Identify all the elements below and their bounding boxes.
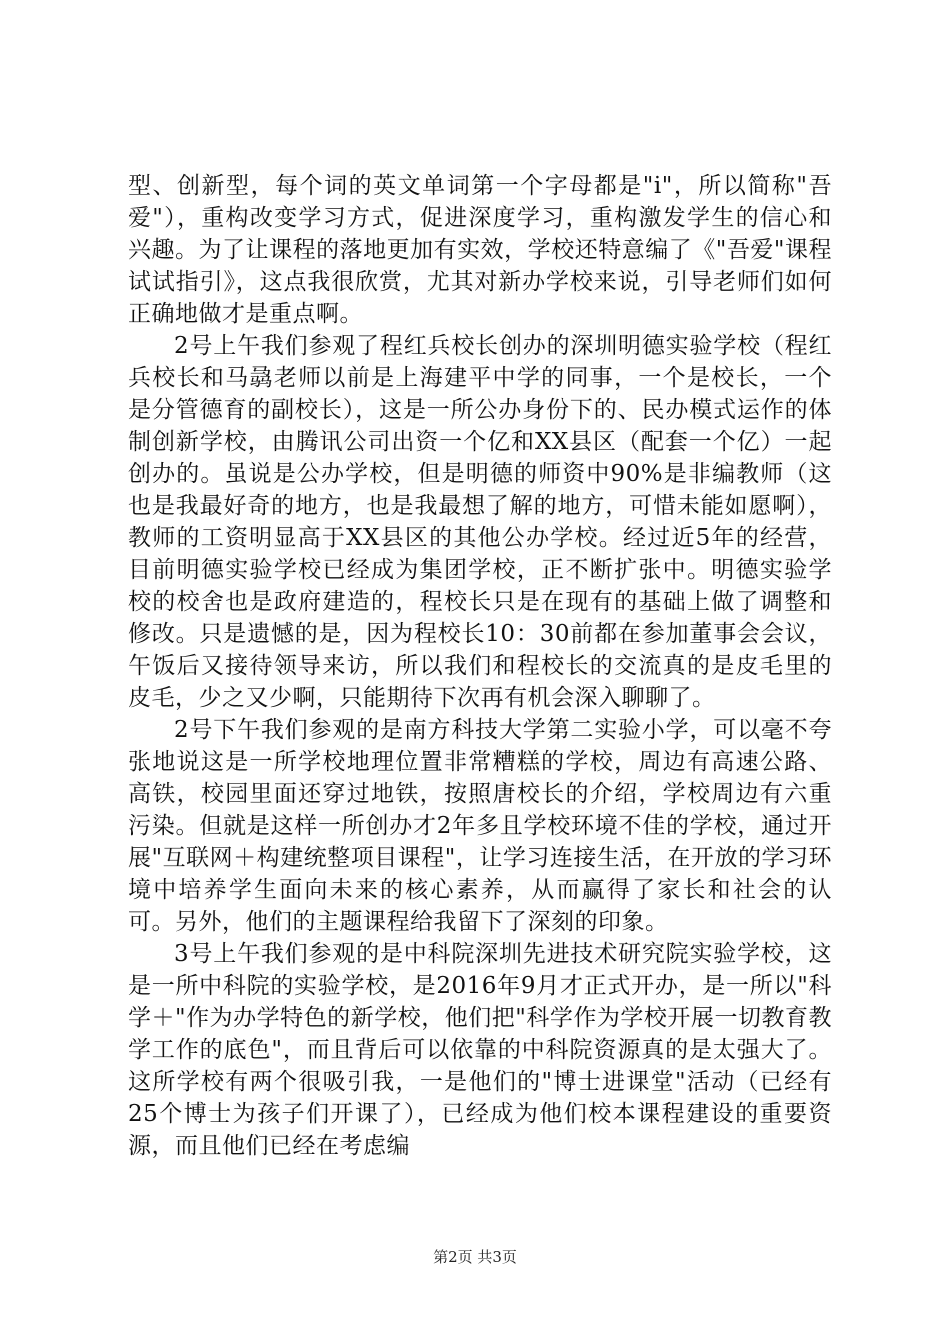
paragraph-cas-school: 3号上午我们参观的是中科院深圳先进技术研究院实验学校，这是一所中科院的实验学校，是2016年9月才正式开办，是一所以"科学＋"作为办学特色的新学校，他们把"科学作为学校开展一切教育教学工作的底色"，而且背后可以依靠的中科院资源真的是太强大了。这所学校有两个很吸引我，一是他们的"博士进课堂"活动（已经有25个博士为孩子们开课了），已经成为他们校本课程建设的重要资源，而且他们已经在考虑编: [128, 941, 832, 1159]
paragraph-mingde-school: 2号上午我们参观了程红兵校长创办的深圳明德实验学校（程红兵校长和马骉老师以前是上海建平中学的同事，一个是校长，一个是分管德育的副校长），这是一所公办身份下的、民办模式运作的体制创新学校，由腾讯公司出资一个亿和XX县区（配套一个亿）一起创办的。虽说是公办学校，但是明德的师资中90%是非编教师（这也是我最好奇的地方，也是我最想了解的地方，可惜未能如愿啊），教师的工资明显高于XX县区的其他公办学校。经过近5年的经营，目前明德实验学校已经成为集团学校，正不断扩张中。明德实验学校的校舍也是政府建造的，程校长只是在现有的基础上做了调整和修改。只是遗憾的是，因为程校长10：30前都在参加董事会会议，午饭后又接待领导来访，所以我们和程校长的交流真的是皮毛里的皮毛，少之又少啊，只能期待下次再有机会深入聊聊了。: [128, 333, 832, 711]
page-number-footer: 第2页 共3页: [433, 1248, 517, 1266]
paragraph-sustech-primary: 2号下午我们参观的是南方科技大学第二实验小学，可以毫不夸张地说这是一所学校地理位置非常糟糕的学校，周边有高速公路、高铁，校园里面还穿过地铁，按照唐校长的介绍，学校周边有六重污染。但就是这样一所创办才2年多且学校环境不佳的学校，通过开展"互联网＋构建统整项目课程"，让学习连接生活，在开放的学习环境中培养学生面向未来的核心素养，从而赢得了家长和社会的认可。另外，他们的主题课程给我留下了深刻的印象。: [128, 717, 832, 935]
document-body: [128, 170, 832, 1162]
paragraph-continuation: 型、创新型，每个词的英文单词第一个字母都是"i"，所以简称"吾爱"），重构改变学习方式，促进深度学习，重构激发学生的信心和兴趣。为了让课程的落地更加有实效，学校还特意编了《"吾爱"课程试试指引》，这点我很欣赏，尤其对新办学校来说，引导老师们如何正确地做才是重点啊。: [128, 173, 832, 327]
